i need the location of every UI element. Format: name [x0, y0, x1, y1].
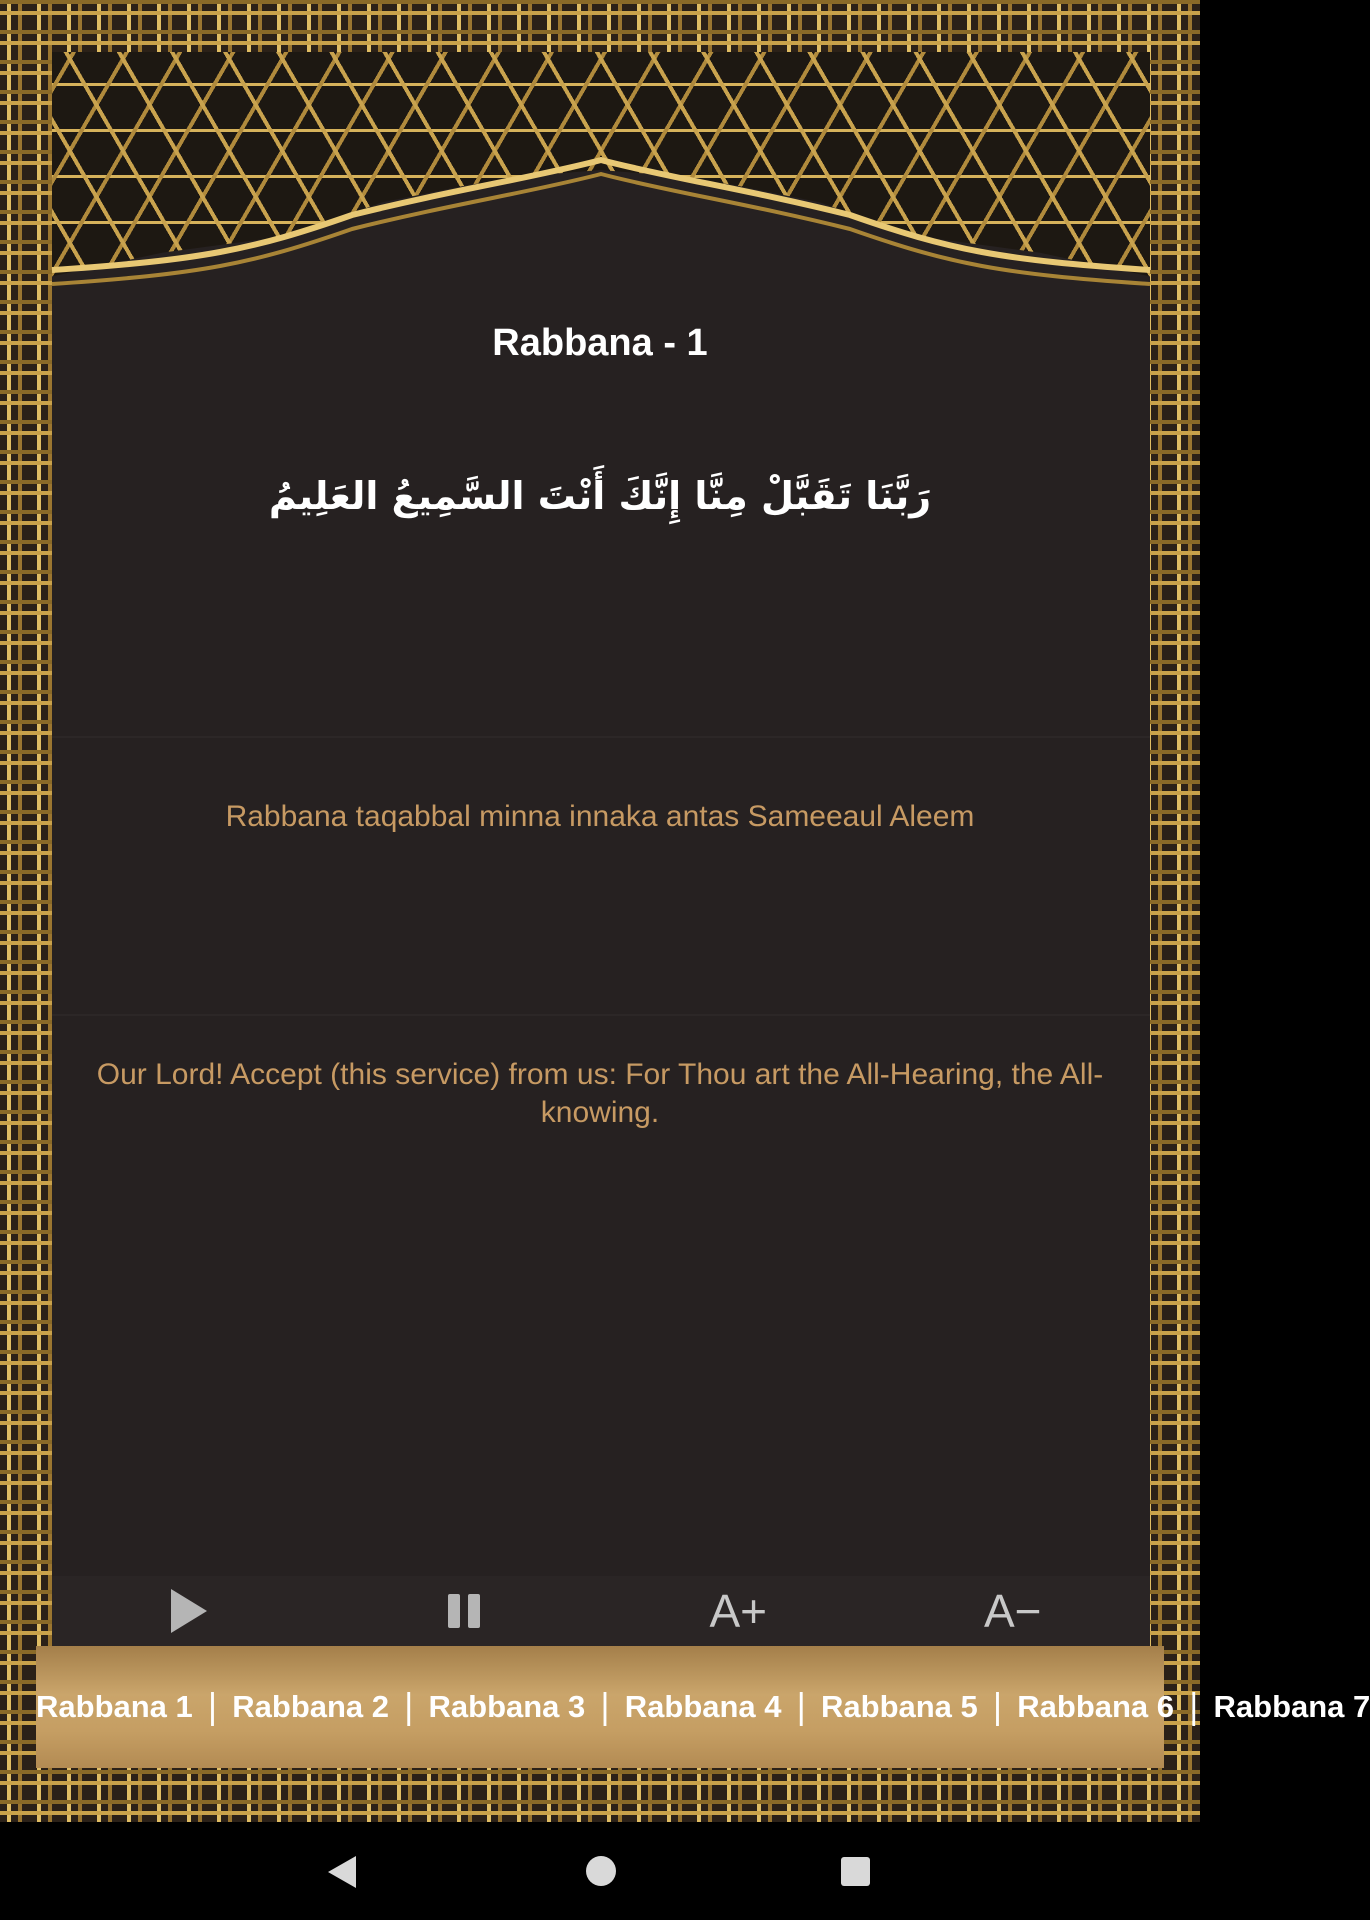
tab-rabbana-3[interactable]: Rabbana 3 — [428, 1689, 586, 1724]
tab-rabbana-4[interactable]: Rabbana 4 — [624, 1689, 782, 1724]
tab-rabbana-2[interactable]: Rabbana 2 — [232, 1689, 390, 1724]
tab-rabbana-5[interactable]: Rabbana 5 — [821, 1689, 978, 1724]
arabic-text: رَبَّنَا تَقَبَّلْ مِنَّا إِنَّكَ أَنْتَ السَّمِيعُ العَلِيمُ — [268, 474, 932, 518]
tab-rabbana-6[interactable]: Rabbana 6 — [1017, 1689, 1175, 1724]
transliteration-text: Rabbana taqabbal minna innaka antas Sameeaul Aleem — [225, 800, 975, 833]
font-decrease-button[interactable]: A− — [983, 1585, 1042, 1637]
pause-button[interactable] — [424, 1576, 504, 1646]
tab-rabbana-7[interactable]: Rabbana 7 — [1213, 1689, 1370, 1724]
page-title: Rabbana - 1 — [492, 322, 708, 364]
play-button[interactable] — [149, 1576, 229, 1646]
control-bar — [52, 1576, 1150, 1646]
font-increase-button[interactable]: A+ — [709, 1585, 768, 1637]
translation-text: Our Lord! Accept (this service) from us: For Thou art the All-Hearing, the All-knowing. — [96, 1058, 1104, 1129]
back-icon[interactable] — [328, 1856, 356, 1888]
pause-icon — [448, 1594, 480, 1628]
play-icon — [171, 1589, 207, 1633]
recent-apps-icon[interactable] — [841, 1857, 870, 1886]
content-panel — [52, 170, 1150, 1648]
row-divider — [52, 736, 1150, 738]
home-icon[interactable] — [586, 1856, 616, 1886]
row-divider — [52, 1014, 1150, 1016]
rabbana-tab-strip[interactable]: Rabbana 1 | Rabbana 2 | Rabbana 3 | Rabbana 4 | Rabbana 5 | Rabbana 6 | Rabbana 7 — [36, 1646, 1164, 1768]
tab-rabbana-1[interactable]: Rabbana 1 — [36, 1689, 193, 1724]
